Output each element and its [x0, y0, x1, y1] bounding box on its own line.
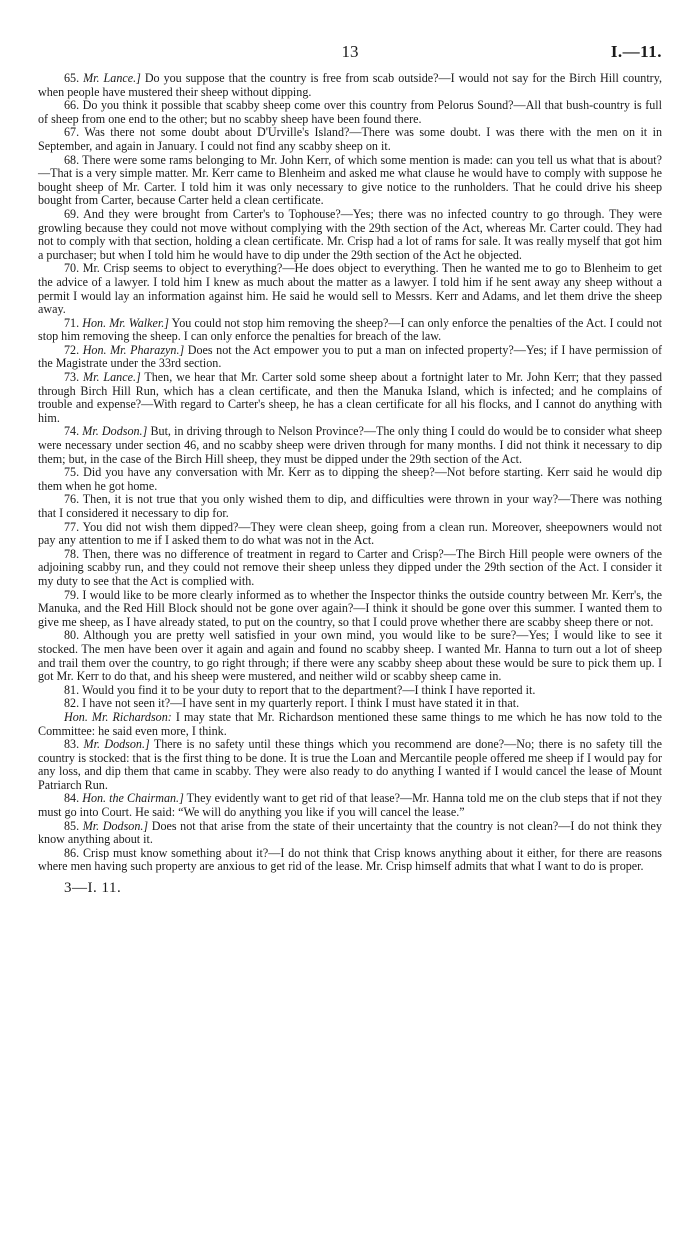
question-number: 80.: [64, 628, 80, 643]
speaker-name: Mr. Dodson.]: [83, 737, 150, 752]
speaker-name: Hon. the Chairman.]: [82, 791, 184, 806]
paragraph-text: I would like to be more clearly informed as to whether the Inspector thinks the outside country between Mr. Kerr's, the Manuka, and the Red Hill Block should not be gone over again?—I think it should be gone over this summer. I wanted them to give me sheep, as I have already stated, to put on the country, so that I could prove whether there are scabby sheep there or not.: [38, 587, 662, 629]
signature-reference: 3—I. 11.: [64, 880, 122, 897]
paragraph-text: But, in driving through to Nelson Province?—The only thing I could do would be to consider what sheep were necessary under section 46, and no scabby sheep were driven through for many months. I did not think it necessary to dip them; but, in the case of the Birch Hill sheep, they must be dipped under the 29th section of the Act.: [38, 424, 662, 466]
minutes-paragraph: [38, 792, 662, 819]
minutes-paragraph: [38, 72, 662, 99]
question-number: 83.: [64, 737, 80, 752]
minutes-paragraph: [38, 208, 662, 262]
question-number: 86.: [64, 845, 80, 860]
paragraph-text: Does not the Act empower you to put a man on infected property?—Yes; if I have permission of the Magistrate under the 33rd section.: [38, 342, 662, 371]
minutes-paragraph: [38, 711, 662, 738]
page-header: [38, 42, 662, 72]
paragraph-text: There is no safety until these things which you recommend are done?—No; there is no safety till the country is stocked: that is the first thing to be done. It is true the Loan and Mercantile people offered me sheep if I would pay for any loss, and dip them that came in scabby. They were also ready to do anything I wanted if I would cancel the lease of Mount Patriarch Run.: [38, 737, 662, 792]
speaker-name: Mr. Dodson.]: [82, 818, 149, 833]
paragraph-text: And they were brought from Carter's to Tophouse?—Yes; there was no infected country to go through. They were growling because they could not move without complying with the 29th section of the Act, whereas Mr. Carter could. They had not to comply with that section, holding a clean certificate. Mr. Crisp had a lot of rams for sale. It was really myself that got him a purchaser; but when I told him he would have to dip under the 29th section of the Act he objected.: [38, 206, 662, 262]
paragraph-text: Was there not some doubt about D'Urville's Island?—There was some doubt. I was there with the men on it in September, and again in January. I could not find any scabby sheep on it.: [38, 125, 663, 153]
question-number: 75.: [64, 465, 80, 480]
speaker-name: Mr. Lance.]: [83, 370, 141, 385]
minutes-paragraph: [38, 425, 662, 466]
question-number: 73.: [64, 370, 80, 385]
minutes-paragraph: [38, 548, 662, 589]
page-number: 13: [341, 42, 359, 61]
question-number: 66.: [64, 98, 80, 113]
paragraph-text: Did you have any conversation with Mr. Kerr as to dipping the sheep?—Not before starting. Kerr said he would dip them when he got home.: [38, 465, 662, 493]
minutes-paragraph: [38, 126, 662, 153]
paragraph-text: Would you find it to be your duty to report that to the department?—I think I have reported it.: [81, 682, 536, 697]
minutes-paragraph: [38, 371, 662, 425]
minutes-paragraph: [38, 493, 662, 520]
speaker-name: Hon. Mr. Walker.]: [82, 315, 169, 330]
question-number: 72.: [64, 342, 80, 357]
paragraph-text: There were some rams belonging to Mr. John Kerr, of which some mention is made: can you tell us what that is about?—That is a very simple matter. Mr. Kerr came to Blenheim and asked me what clause he would have to comply with suppose he bought sheep of Mr. Carter. I told him it was only necessary to give notice to the runholders. That he could drive his sheep bought from Carter, because Carter held a clean certificate.: [38, 152, 662, 208]
question-number: 79.: [64, 587, 80, 602]
question-number: 84.: [64, 791, 80, 806]
minutes-paragraph: [38, 629, 662, 683]
question-number: 65.: [64, 71, 80, 85]
question-number: 74.: [64, 424, 80, 439]
minutes-paragraph: [38, 521, 662, 548]
paragraph-text: Then, there was no difference of treatment in regard to Carter and Crisp?—The Birch Hill people were owners of the adjoining scabby run, and they could not remove their sheep unless they dipped under the 29th section of the Act. I consider it my duty to see that the Act is complied with.: [38, 546, 662, 588]
paragraph-text: You did not wish them dipped?—They were clean sheep, going from a clean run. Moreover, sheepowners would not pay any attention to me if I asked them to do what was not in the Act.: [38, 519, 662, 548]
paragraph-text: Mr. Crisp seems to object to everything?—He does object to everything. Then he wanted me to go to Blenheim to get the advice of a lawyer. I told him I knew as much about the matter as a lawyer. I told him if he sent away any sheep without a permit I would lay an information against him. He said he would sell to Messrs. Kerr and Adams, and let them drive the sheep away.: [38, 261, 662, 317]
minutes-paragraph: [38, 466, 662, 493]
speaker-name: Hon. Mr. Richardson:: [64, 709, 172, 724]
speaker-name: Mr. Lance.]: [83, 71, 141, 85]
minutes-paragraph: [38, 847, 662, 874]
paragraph-text: Do you suppose that the country is free from scab outside?—I would not say for the Birch Hill country, when people have mustered their sheep without dipping.: [38, 71, 662, 99]
question-number: 82.: [64, 696, 80, 711]
minutes-body: [38, 72, 662, 874]
minutes-paragraph: [38, 262, 662, 316]
paragraph-text: Does not that arise from the state of their uncertainty that the country is not clean?—I do not think they know anything about it.: [38, 818, 662, 847]
question-number: 77.: [64, 519, 80, 534]
paragraph-text: I may state that Mr. Richardson mentioned these same things to me which he has now told to the Committee: he said even more, I think.: [38, 709, 662, 738]
minutes-paragraph: [38, 697, 662, 711]
minutes-paragraph: [38, 820, 662, 847]
minutes-paragraph: [38, 684, 662, 698]
paragraph-text: Then, we hear that Mr. Carter sold some sheep about a fortnight later to Mr. John Kerr; that they passed through Birch Hill Run, which has a clean certificate, and then the Manuka Island, which is infected; and he complains of trouble and expense?—With regard to Carter's sheep, he has a clean certificate for all his flocks, and I cannot do anything with him.: [38, 370, 663, 425]
paragraph-text: They evidently want to get rid of that lease?—Mr. Hanna told me on the club steps that if not they must go into Court. He said: “We will do anything you like if you will cancel the lease.”: [38, 791, 662, 820]
minutes-paragraph: [38, 317, 662, 344]
question-number: 70.: [64, 261, 80, 276]
minutes-paragraph: [38, 589, 662, 630]
paragraph-text: You could not stop him removing the sheep?—I can only enforce the penalties of the Act. I could not stop him removing the sheep. I can only enforce the penalties for breach of the law.: [38, 315, 663, 344]
question-number: 67.: [64, 125, 80, 140]
question-number: 71.: [64, 315, 80, 330]
question-number: 85.: [64, 818, 80, 833]
paragraph-text: I have not seen it?—I have sent in my quarterly report. I think I must have stated it in that.: [82, 696, 520, 711]
question-number: 76.: [64, 492, 80, 507]
speaker-name: Hon. Mr. Pharazyn.]: [82, 342, 185, 357]
paragraph-text: Then, it is not true that you only wished them to dip, and difficulties were thrown in your way?—There was nothing that I considered it necessary to dip for.: [38, 492, 662, 520]
document-reference: I.—11.: [610, 42, 662, 61]
minutes-paragraph: [38, 738, 662, 792]
paragraph-text: Do you think it possible that scabby sheep come over this country from Pelorus Sound?—All that bush-country is full of sheep from one end to the other; but no scabby sheep have been found there.: [38, 98, 662, 126]
speaker-name: Mr. Dodson.]: [82, 424, 148, 439]
paragraph-text: Although you are pretty well satisfied in your own mind, you would like to be sure?—Yes; I would like to see it stocked. The men have been over it again and again and found no scabby sheep. I wanted Mr. Hanna to turn out a lot of sheep and trail them over the country, to go right through; if there were any scabby sheep about these would be sure to pick them up. I got Mr. Kerr to do that, and his sheep were mustered, and neither wild or scabby sheep came in.: [38, 628, 662, 684]
minutes-paragraph: [38, 99, 662, 126]
question-number: 68.: [64, 152, 80, 167]
question-number: 78.: [64, 546, 80, 561]
paragraph-text: Crisp must know something about it?—I do not think that Crisp knows anything about it either, for there are reasons where men having such property are anxious to get rid of the lease. Mr. Crisp himself admits that what I want to do is proper.: [38, 845, 662, 874]
question-number: 69.: [64, 206, 80, 221]
question-number: 81.: [64, 682, 80, 697]
minutes-paragraph: [38, 344, 662, 371]
minutes-paragraph: [38, 154, 662, 208]
